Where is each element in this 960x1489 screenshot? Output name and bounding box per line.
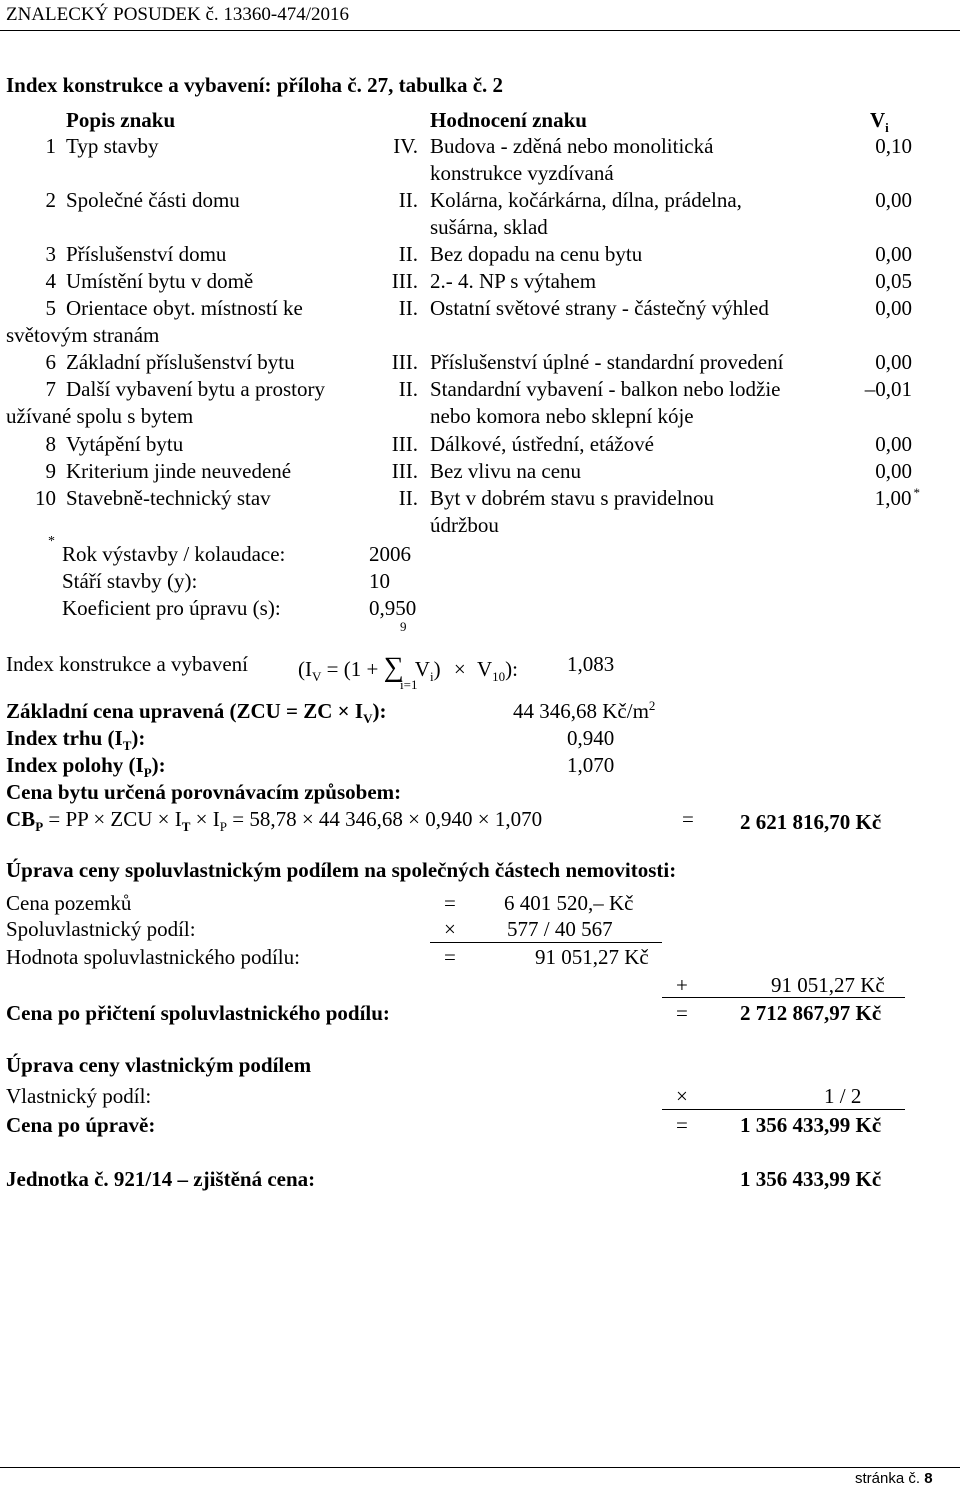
zcu-value: 44 346,68 $Kč/m^2$ [513,698,656,723]
row-popis: Orientace obyt. místností ke [66,296,303,320]
row-level: II. [398,377,418,401]
row-number: 10 [35,486,56,510]
rok-value: 2006 [369,542,411,566]
sum-bottom: i=1 [400,677,418,692]
po-label: Cena po přičtení spoluvlastnického podílu: [6,1001,390,1025]
index-polohy-label: Index polohy $(I_P)$: [6,753,166,781]
pozemku-label: Cena pozemků [6,891,132,915]
row-hodnoceni: údržbou [430,513,499,537]
row-vi: 0,00 [875,432,912,456]
cena-po-uprave-label: Cena po úpravě: [6,1113,156,1137]
row-hodnoceni: Kolárna, kočárkárna, dílna, prádelna, [430,188,742,212]
formula-label: Index konstrukce a vybavení [6,652,249,676]
row-hodnoceni: nebo komora nebo sklepní kóje [430,404,694,428]
sigma-symbol: ∑ [383,652,404,683]
row-hodnoceni: Byt v dobrém stavu s pravidelnou [430,486,715,510]
row-hodnoceni: Budova - zděná nebo monolitická [430,134,714,158]
row-popis: Základní příslušenství bytu [66,350,295,374]
row-vi: 1,00 * [874,485,920,510]
row-popis: Vytápění bytu [66,432,184,456]
index-polohy-value: 1,070 [567,753,615,777]
row-hodnoceni: konstrukce vyzdívaná [430,161,614,185]
row-vi: 0,00 [875,188,912,212]
hodnota-label: Hodnota spoluvlastnického podílu: [6,945,300,969]
row-vi: 0,10 [875,134,912,158]
row-hodnoceni: Bez dopadu na cenu bytu [430,242,643,266]
cb-eq: = [682,807,694,831]
sum-top: 9 [400,619,407,634]
po-value: 2 712 867,97 Kč [740,1001,882,1025]
jednotka-value: 1 356 433,99 Kč [740,1167,882,1191]
stari-label: Stáří stavby (y): [62,569,198,593]
row-vi: 0,00 [875,296,912,320]
formula-expression: ($I_V = (1$ + ∑ $V_i) \times V_{10}$): [298,652,518,685]
hodnota-op: = [444,945,456,969]
row-level: IV. [393,134,418,158]
row-vi: 0,00 [875,459,912,483]
row-number: 9 [45,459,56,483]
header-hodnoceni: Hodnocení znaku [430,108,587,132]
row-number: 4 [45,269,56,293]
row-hodnoceni: Příslušenství úplné - standardní provedení [430,350,784,374]
row-hodnoceni: 2.- 4. NP s výtahem [430,269,597,293]
row-number: 1 [45,134,56,158]
row-popis: užívané spolu s bytem [6,404,194,428]
podil-rule [430,942,662,943]
index-trhu-value: 0,940 [567,726,615,750]
row-popis: Kriterium jinde neuvedené [66,459,292,483]
koef-value: 0,950 [369,596,417,620]
header-popis: Popis znaku [66,108,176,132]
row-hodnoceni: Standardní vybavení - balkon nebo lodžie [430,377,781,401]
spoluvlastnicky-podil-op: × [444,917,456,941]
rok-label: Rok výstavby / kolaudace: [62,542,286,566]
row-popis: Umístění bytu v domě [66,269,254,293]
row-level: II. [398,188,418,212]
row-number: 5 [45,296,56,320]
zcu-label: Základní cena upravená (ZCU = ZC × $I_V$): [6,699,387,727]
row-number: 2 [45,188,56,212]
vlastnicky-rule [662,1109,905,1110]
plus-rule [662,997,905,998]
plus-op: + [676,973,688,997]
row-hodnoceni: Bez vlivu na cenu [430,459,582,483]
vlastnicky-podil-label: Vlastnický podíl: [6,1084,152,1108]
vlastnicky-podil-value: 1 / 2 [824,1084,862,1108]
row-number: 3 [45,242,56,266]
row-number: 6 [45,350,56,374]
row-popis: Další vybavení bytu a prostory [66,377,325,401]
row-level: III. [391,432,418,456]
footer-rule [0,1467,960,1468]
spoluvlastnicky-podil-value: 577 / 40 567 [507,917,613,941]
row-level: II. [398,242,418,266]
row-hodnoceni: sušárna, sklad [430,215,548,239]
row-number: 7 [45,377,56,401]
spoluvlastnicky-podil-label: Spoluvlastnický podíl: [6,917,196,941]
row-hodnoceni: Dálkové, ústřední, etážové [430,432,654,456]
row-popis: Stavebně-technický stav [66,486,271,510]
cb-formula: $CB_P$ = PP × ZCU × $I_T \times I_P = 58,78 \times 44$ 346,68 × 0,940 × 1,070 [6,807,543,835]
pozemku-op: = [444,891,456,915]
spoluvlastnicky-title: Úprava ceny spoluvlastnickým podílem na společných částech nemovitosti: [6,858,677,882]
row-number: 8 [45,432,56,456]
pozemku-value: 6 401 520,– Kč [504,891,634,915]
header-rule [0,30,960,31]
row-popis: Příslušenství domu [66,242,227,266]
vlastnicky-podil-op: × [676,1084,688,1108]
jednotka-label: Jednotka č. 921/14 – zjištěná cena: [6,1167,316,1191]
vlastnicky-title: Úprava ceny vlastnickým podílem [6,1053,312,1077]
po-op: = [676,1001,688,1025]
cena-po-uprave-op: = [676,1113,688,1137]
row-popis: světovým stranám [6,323,160,347]
document-header: ZNALECKÝ POSUDEK č. 13360-474/2016 [6,4,350,25]
stari-value: 10 [369,569,390,593]
row-vi: –0,01 [864,377,912,401]
cena-porovnavaci-label: Cena bytu určená porovnávacím způsobem: [6,780,402,804]
row-vi: 0,00 [875,242,912,266]
koef-label: Koeficient pro úpravu (s): [62,596,281,620]
row-vi: 0,05 [875,269,912,293]
index-trhu-label: Index trhu $(I_T)$: [6,726,146,754]
cb-result: 2 621 816,70 Kč [740,810,882,834]
row-level: II. [398,296,418,320]
plus-value: 91 051,27 Kč [771,973,885,997]
formula-result: 1,083 [567,652,615,676]
row-level: III. [391,350,418,374]
footnote-mark: * [48,534,55,549]
cena-po-uprave-value: 1 356 433,99 Kč [740,1113,882,1137]
row-level: III. [391,269,418,293]
row-level: II. [398,486,418,510]
page-number: stránka č. 8 [855,1470,933,1487]
header-vi: $V_i$ [870,108,889,136]
hodnota-value: 91 051,27 Kč [535,945,649,969]
row-popis: Typ stavby [66,134,159,158]
row-popis: Společné části domu [66,188,240,212]
row-vi: 0,00 [875,350,912,374]
section-title: Index konstrukce a vybavení: příloha č. 27, tabulka č. 2 [6,73,504,97]
row-level: III. [391,459,418,483]
row-hodnoceni: Ostatní světové strany - částečný výhled [430,296,769,320]
